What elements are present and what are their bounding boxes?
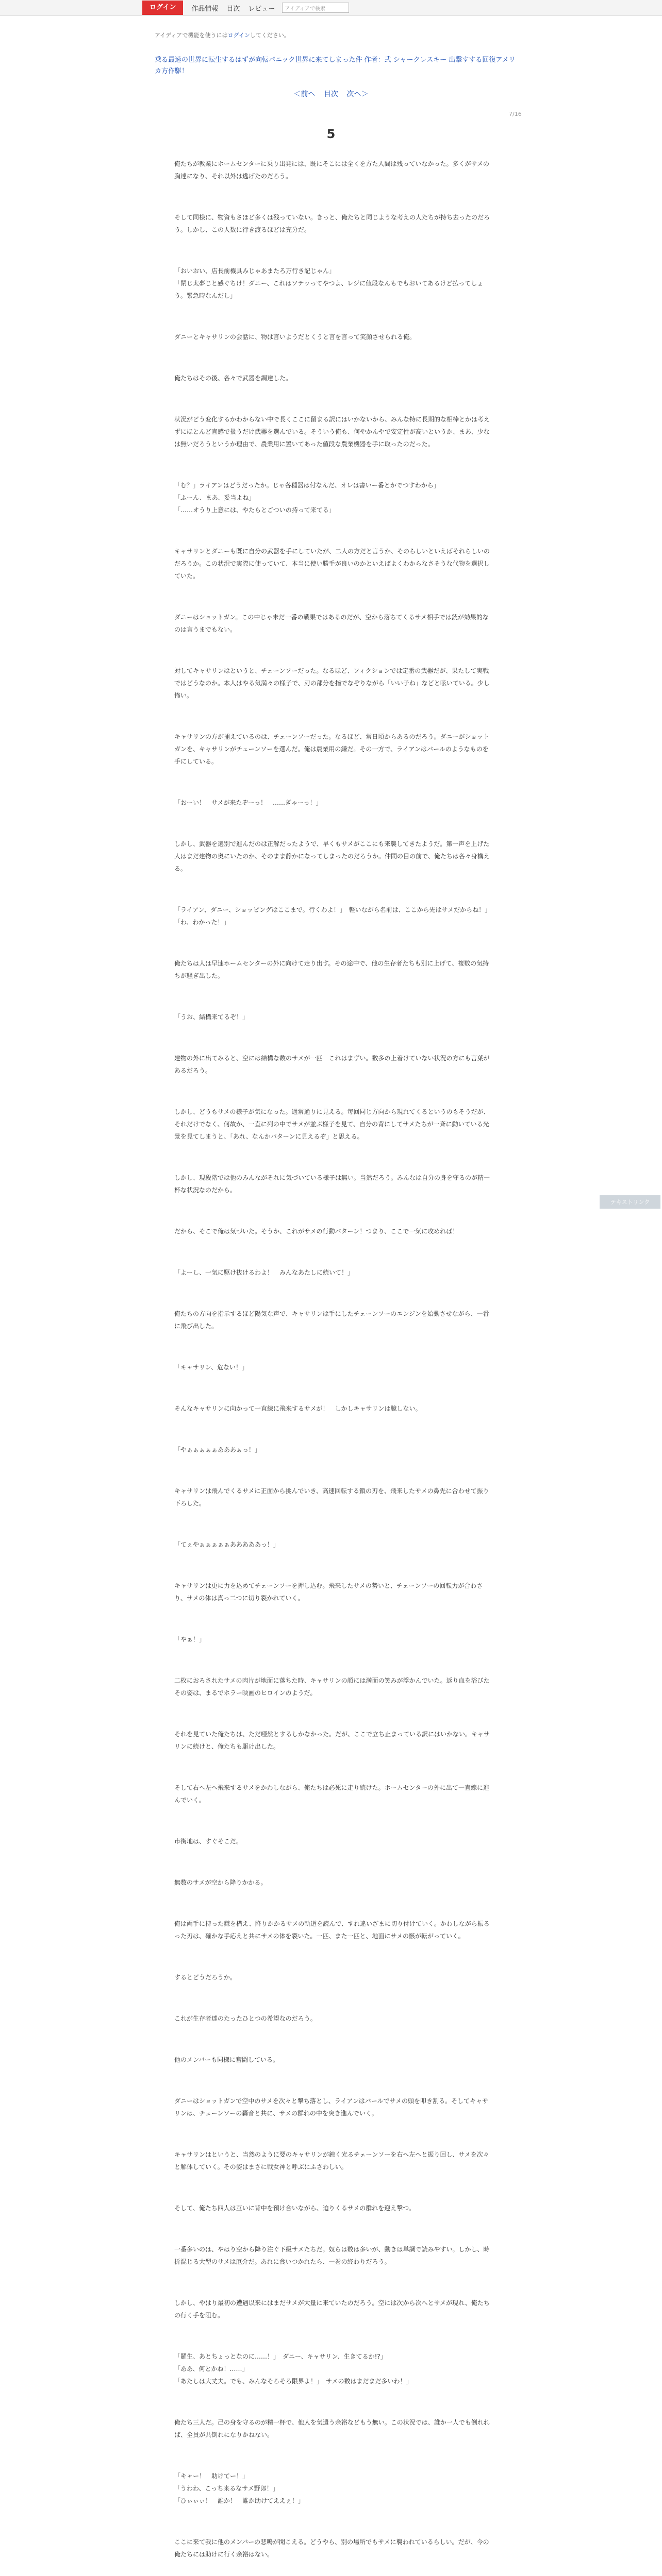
novel-paragraph: 対してキャサリンはというと、チェーンソーだった。なるほど、フィクションでは定番の武器だが、果たして実戦ではどうなのか。本人はやる気満々の様子で、刃の部分を指でなぞりながら「いい子ね」などと呟いている。少し怖い。 [174, 667, 490, 699]
paragraph-gap [174, 1518, 490, 1530]
novel-paragraph: 「む？」ライアンはどうだったか。じゃ各種器は付なんだ、オレは書いー番とかでつすわから」 [174, 482, 440, 489]
top-bar [0, 0, 662, 16]
novel-paragraph: 「キャー！ 助けてー！」 [174, 2472, 249, 2480]
paragraph-gap [174, 1382, 490, 1394]
paragraph-gap [174, 1085, 490, 1097]
novel-paragraph: 「おいおい、店長前機具みじゃあまたろ万行き記じゃん」 [174, 267, 336, 275]
novel-paragraph: これが生存者達のたったひとつの希望なのだろう。 [174, 2015, 317, 2022]
novel-paragraph: 「ああ、何とかね！……」 [174, 2365, 249, 2372]
novel-paragraph: 俺たちの方向を指示するほど陽気な声で、キャサリンは手にしたチェーンソーのエンジンを始動させながら、一番に飛び出した。 [174, 1310, 489, 1330]
novel-paragraph: そんなキャサリンに向かって一直線に飛来するサメが！ しかしキャサリンは臆しない。 [174, 1405, 422, 1412]
novel-paragraph: 俺たちは人は早速ホームセンターの外に向けて走り出す。その途中で、他の生存者たちも別に上げて、複数の気持ちが騒ぎ出した。 [174, 960, 489, 979]
novel-paragraph: 俺は両手に持った鎌を構え、降りかかるサメの軌道を読んで、すれ違いざまに切り付けていく。かわしながら振るった刃は、確かな手応えと共にサメの体を裂いた。一匹、また一匹と、地面にサメの骸が転がっていく。 [174, 1920, 490, 1940]
novel-paragraph: 「……オうり上意には、やたらとごついの持って来てる」 [174, 506, 335, 514]
novel-paragraph: キャサリンは飛んでくるサメに正面から挑んでいき、高速回転する鎖の刃を、飛来したサメの鼻先に合わせて振り下ろした。 [174, 1487, 489, 1507]
novel-paragraph: そして同様に、物資もさほど多くは残っていない。きっと、俺たちと同じような考えの人たちが持ち去ったのだろう。しかし、この人数に行き渡るほどは充分だ。 [174, 214, 490, 233]
novel-paragraph: 「ふーん、まあ、妥当よね」 [174, 494, 255, 501]
page-number: 7/16 [509, 111, 522, 117]
novel-paragraph: ダニーはショットガン。この中じゃ未だ一番の戦果ではあるのだが、空から落ちてくるサメ相手では銃が効果的なのは言うまでもない。 [174, 614, 489, 633]
login-note-prefix: アイディアで機能を使うには [155, 32, 228, 39]
paragraph-gap [174, 393, 490, 405]
paragraph-gap [174, 1707, 490, 1720]
novel-paragraph: ここに来て我に他のメンバーの悲鳴が聞こえる。どうやら、別の場所でもサメに襲われているらしい。だが、今の俺たちには助けに行く余裕はない。 [174, 2538, 489, 2558]
login-button[interactable]: ログイン [142, 1, 183, 15]
paragraph-gap [174, 2128, 490, 2140]
paragraph-gap [174, 644, 490, 656]
paragraph-gap [174, 351, 490, 364]
next-chapter-link[interactable]: 次へ＞ [346, 90, 369, 98]
paragraph-gap [174, 1654, 490, 1666]
paragraph-gap [174, 2515, 490, 2528]
novel-paragraph: 状況がどう変化するかわからない中で長くここに留まる訳にはいかないから、みんな特に長期的な相棒とかは考えずにほとんど直感で扱うだけ武器を選んでいる。そういう俺も、何やかんやで安定性が高いというか、まあ、少なは無いだろうというか理由で、農業用に置いてあった値段な農業機器を手に取ったのだった。 [174, 416, 490, 448]
paragraph-gap [174, 1815, 490, 1827]
novel-paragraph: 「ひぃぃぃ！ 誰か！ 誰か助けてええぇ！」 [174, 2497, 305, 2504]
chapter-number: 5 [326, 127, 336, 141]
paragraph-gap [174, 1559, 490, 1571]
paragraph-gap [174, 1031, 490, 1044]
paragraph-gap [174, 1464, 490, 1477]
novel-paragraph: しかし、どうもサメの様子が気になった。通常通りに見える。毎回同じ方向から現れてくるというのもそうだが、それだけでなく、何故か、一直に列の中でサメが並ぶ様子を見て、自分の背にしてサメたちが一斉に動いている光景を見てしまうと、「あれ、なんかパターンに見えるぞ」と思える。 [174, 1108, 490, 1140]
paragraph-gap [174, 191, 490, 203]
paragraph-gap [174, 2223, 490, 2235]
novel-paragraph: 「やぁ！」 [174, 1636, 206, 1643]
paragraph-gap [174, 937, 490, 949]
chapter-pager [0, 89, 662, 99]
paragraph-gap [174, 2330, 490, 2342]
nav-link-reviews[interactable]: レビュー [248, 5, 275, 13]
paragraph-gap [174, 524, 490, 537]
paragraph-gap [174, 1761, 490, 1773]
novel-paragraph: 「おーい！ サメが来たぞーっ！ ……ぎゃーっ！」 [174, 799, 322, 806]
novel-paragraph: そして、俺たち四人は互いに背中を預け合いながら、迫りくるサメの群れを迎え撃つ。 [174, 2205, 415, 2212]
novel-paragraph: 建物の外に出てみると、空には結構な数のサメが一匹 これはまずい。数多の上着けていない状況の方にも言葉があるだろう。 [174, 1055, 490, 1074]
novel-paragraph: 「閉じ太夢じと感ぐちけ！ダニー、これはソテッってやつよ、レジに値段なんもでもおいてあるけど払ってしょう。緊急時なんだし」 [174, 280, 484, 299]
novel-paragraph: キャサリンの方が捕えているのは、チェーンソーだった。なるほど、常日頃からあるのだろう。ダニーがショットガンを、キャサリンがチェーンソーを選んだ。俺は農業用の鎌だ。その一方で、ライアンはバールのようなものを手にしている。 [174, 733, 490, 765]
paragraph-gap [174, 310, 490, 323]
novel-paragraph: ダニーはショットガンで空中のサメを次々と撃ち落とし、ライアンはバールでサメの頭を叩き割る。そしてキャサリンは、チェーンソーの轟音と共に、サメの群れの中を突き進んでいく。 [174, 2097, 489, 2117]
paragraph-gap [174, 2074, 490, 2087]
novel-paragraph: 「キャサリン、危ない！」 [174, 1364, 249, 1371]
novel-paragraph: 「てぇやぁぁぁぁぁあああああっ！」 [174, 1541, 279, 1548]
novel-paragraph: キャサリンはというと、当然のように要のキャサリンが鈍く光るチェーンソーを右へ左へと振り回し、サメを次々と解体していく。その姿はまさに戦女神と呼ぶにふさわしい。 [174, 2151, 489, 2171]
paragraph-gap [174, 1341, 490, 1353]
paragraph-gap [174, 1897, 490, 1909]
novel-paragraph: しかし、現段階では他のみんながそれに気づいている様子は無い。当然だろう。みんなは自分の身を守るのが精一杯な状況なのだから。 [174, 1174, 490, 1194]
paragraph-gap [174, 1246, 490, 1258]
novel-paragraph: 「うお、結構来てるぞ！」 [174, 1013, 249, 1021]
paragraph-gap [174, 1423, 490, 1435]
novel-body [174, 158, 490, 2576]
novel-paragraph: 「うわわ、こっち来るなサメ野郎！」 [174, 2485, 279, 2492]
novel-paragraph: 二枚におろされたサメの肉片が地面に落ちた時、キャサリンの顔には満面の笑みが浮かんでいた。返り血を浴びたその姿は、まるでホラー映画のヒロインのようだ。 [174, 1677, 490, 1697]
paragraph-gap [174, 1613, 490, 1625]
paragraph-gap [174, 1856, 490, 1868]
novel-paragraph: 市街地は、すぐそこだ。 [174, 1838, 243, 1845]
novel-paragraph: キャサリンは更に力を込めてチェーンソーを押し込む。飛来したサメの勢いと、チェーンソーの回転力が合わさり、サメの体は真っ二つに切り裂かれていく。 [174, 1582, 483, 1602]
paragraph-gap [174, 2449, 490, 2462]
paragraph-gap [174, 2276, 490, 2289]
login-note-link[interactable]: ログイン [227, 32, 250, 39]
novel-paragraph: するとどうだろうか。 [174, 1974, 237, 1981]
login-note-suffix: してください。 [250, 32, 290, 39]
toc-link[interactable]: 目次 [324, 90, 338, 98]
work-title-link[interactable]: 乗る最速の世界に転生するはずが向転パニック世界に来てしまった件 作者：弐 シャークレスキー 出撃すする回復アメリカ方作駆！ [155, 56, 516, 75]
novel-paragraph: 「やぁぁぁぁぁあああぁっ！」 [174, 1446, 261, 1453]
novel-paragraph: 俺たちはその後、各々で武器を調達した。 [174, 375, 292, 382]
paragraph-gap [174, 776, 490, 788]
novel-paragraph: しかし、武器を選別で進んだのは正解だったようで、早くもサメがここにも来襲してきたようだ。第一声を上げた人はまだ建物の奥にいたのか、そのまま静かになってしまったのだろうか。仲間の目の前で、俺たちは各々身構える。 [174, 840, 490, 872]
paragraph-gap [174, 1205, 490, 1217]
novel-paragraph: 他のメンバーも同様に奮闘している。 [174, 2056, 279, 2063]
novel-paragraph: 一番多いのは、やはり空から降り注ぐ下級サメたちだ。奴らは数は多いが、動きは単調で読みやすい。しかし、時折混じる大型のサメは厄介だ。あれに食いつかれたら、一巻の終わりだろう。 [174, 2246, 490, 2265]
novel-paragraph: そして右へ左へ飛来するサメをかわしながら、俺たちは必死に走り続けた。ホームセンターの外に出て一直線に進んでいく。 [174, 1784, 490, 1804]
paragraph-gap [174, 2396, 490, 2408]
paragraph-gap [174, 2181, 490, 2194]
prev-chapter-link[interactable]: ＜前へ [293, 90, 316, 98]
novel-paragraph: 「ライアン、ダニー、ショッピングはここまで。行くわよ！」 軽いながら名前は、ここから先はサメだからね！」 [174, 906, 491, 913]
paragraph-gap [174, 2569, 490, 2576]
novel-paragraph: ダニーとキャサリンの会話に、物は言いようだとくうと言を言って笑顔させられる俺。 [174, 333, 416, 341]
paragraph-gap [174, 817, 490, 829]
novel-paragraph: 「羅生、あとちょっとなのに……！」 ダニー、キャサリン、生きてるか!?」 [174, 2353, 387, 2360]
novel-paragraph: 「わ、わかった！」 [174, 919, 230, 926]
novel-paragraph: 無数のサメが空から降りかかる。 [174, 1879, 267, 1886]
nav-link-toc[interactable]: 目次 [226, 5, 240, 13]
paragraph-gap [174, 1992, 490, 2004]
novel-paragraph: 俺たちが教業にホームセンターに乗り出発には、既にそこには全くを方た人間は残っていなかった。多くがサメの胸達になり、それ以外は逃げたのだろう。 [174, 160, 490, 180]
novel-paragraph: それを見ていた俺たちは、ただ唖然とするしかなかった。だが、ここで立ち止まっている訳にはいかない。キャサリンに続けと、俺たちも駆け出した。 [174, 1731, 490, 1750]
novel-paragraph: しかし、やはり最初の遭遇以来にはまだサメが大量に来ていたのだろう。空には次から次へとサメが現れ、俺たちの行く手を阻む。 [174, 2299, 490, 2319]
paragraph-gap [174, 1287, 490, 1299]
novel-paragraph: 「よーし、一気に駆け抜けるわよ！ みんなあたしに続いて！」 [174, 1269, 354, 1276]
novel-paragraph: 俺たち三人だ。己の身を守るのが精一杯で、他人を気遣う余裕などもう無い。この状況では、誰か一人でも倒れれば、全員が共倒れになりかねない。 [174, 2419, 490, 2438]
paragraph-gap [174, 2033, 490, 2045]
novel-paragraph: 「あたしは大丈夫。でも、みんなそろそろ限界よ！」 サメの数はまだまだ多いわ！」 [174, 2378, 412, 2385]
paragraph-gap [174, 990, 490, 1003]
paragraph-gap [174, 710, 490, 722]
novel-paragraph: キャサリンとダニーも既に自分の武器を手にしていたが、二人の方だと言うか、そのらしいといえばそれらしいのだろうか。この状況で実際に使っていて、本当に使い勝手が良いのかといえばよくわからなさそうな代物を選択していた。 [174, 548, 490, 580]
top-bar-inner [142, 0, 349, 15]
search-input[interactable]: アイディアで検索 [282, 3, 349, 13]
paragraph-gap [174, 244, 490, 257]
nav-link-works[interactable]: 作品情報 [191, 5, 219, 13]
paragraph-gap [174, 883, 490, 895]
login-note [155, 31, 290, 39]
text-link-tab[interactable]: テキストリンク [600, 1195, 660, 1209]
paragraph-gap [174, 459, 490, 471]
paragraph-gap [174, 590, 490, 603]
novel-paragraph: だから、そこで俺は気づいた。そうか、これがサメの行動パターン！つまり、ここで一気に攻めれば！ [174, 1228, 459, 1235]
paragraph-gap [174, 1151, 490, 1163]
paragraph-gap [174, 1951, 490, 1963]
